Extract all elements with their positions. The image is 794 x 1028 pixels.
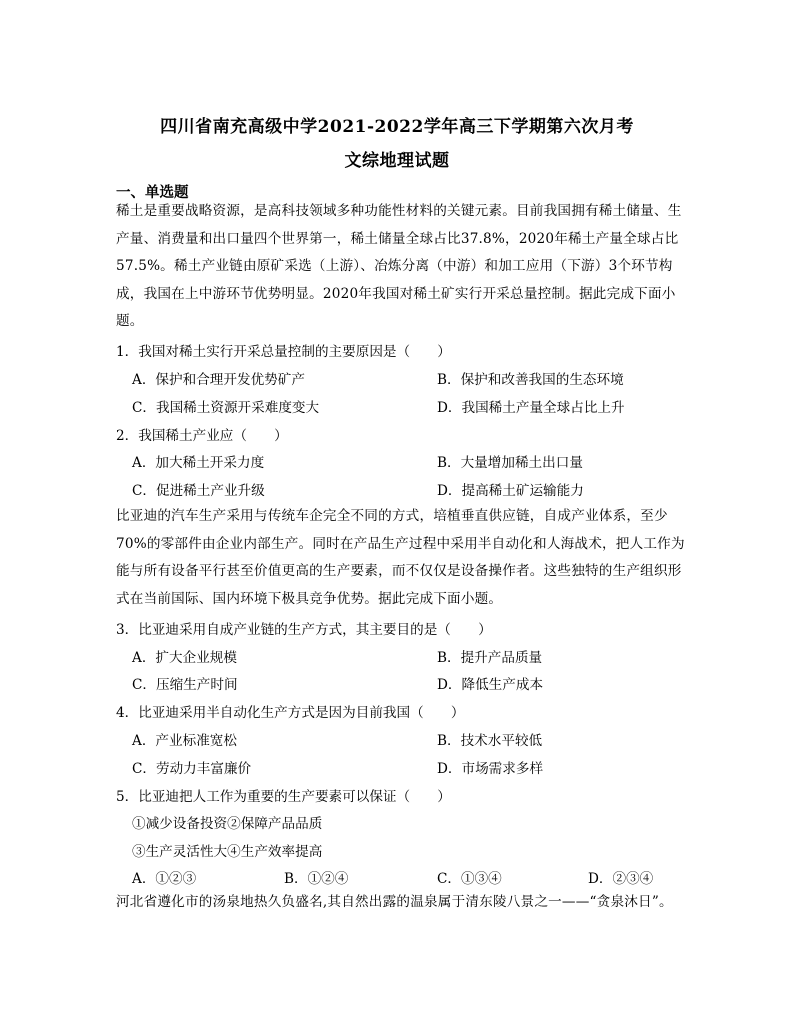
- passage-hot-spring: 河北省遵化市的汤泉地热久负盛名,其自然出露的温泉属于清东陵八景之一——“贪泉沐日”。: [116, 894, 673, 910]
- question-4: 4．比亚迪采用半自动化生产方式是因为目前我国（ ）: [116, 705, 465, 721]
- q5-option-d: D．②③④: [588, 871, 654, 887]
- q4-option-a: A．产业标准宽松: [132, 733, 237, 749]
- q3-option-a: A．扩大企业规模: [132, 650, 237, 666]
- q5-option-b: B．①②④: [284, 871, 349, 887]
- exam-subtitle: 文综地理试题: [344, 151, 450, 171]
- question-1: 1．我国对稀土实行开采总量控制的主要原因是（ ）: [116, 344, 451, 360]
- q4-option-d: D．市场需求多样: [437, 761, 544, 777]
- q1-option-b: B．保护和改善我国的生态环境: [437, 372, 624, 388]
- section-heading: 一、单选题: [116, 184, 189, 201]
- exam-title: 四川省南充高级中学2021-2022学年高三下学期第六次月考: [160, 117, 634, 137]
- q4-option-c: C．劳动力丰富廉价: [132, 761, 252, 777]
- q2-option-c: C．促进稀土产业升级: [132, 483, 265, 499]
- question-2: 2．我国稀土产业应（ ）: [116, 428, 288, 444]
- q4-option-b: B．技术水平较低: [437, 733, 543, 749]
- q3-option-d: D．降低生产成本: [437, 677, 544, 693]
- passage-byd: 比亚迪的汽车生产采用与传统车企完全不同的方式，培植垂直供应链，自成产业体系，至少70%的零部件由企业内部生产。同时在产品生产过程中采用半自动化和人海战术，把人工作为能与所有设备平行甚至价值更高的生产要素，而不仅仅是设备操作者。这些独特的生产组织形式在当前国际、国内环境下极具竞争优势。据此完成下面小题。: [116, 508, 685, 607]
- q2-option-d: D．提高稀土矿运输能力: [437, 483, 584, 499]
- q3-option-c: C．压缩生产时间: [132, 677, 238, 693]
- q5-option-a: A．①②③: [132, 871, 197, 887]
- question-5: 5．比亚迪把人工作为重要的生产要素可以保证（ ）: [116, 789, 451, 805]
- q1-option-a: A．保护和合理开发优势矿产: [132, 372, 305, 388]
- q5-items-1-2: ①减少设备投资②保障产品品质: [132, 816, 323, 832]
- passage-rare-earth: 稀土是重要战略资源，是高科技领域多种功能性材料的关键元素。目前我国拥有稀土储量、生产量、消费量和出口量四个世界第一，稀土储量全球占比37.8%，2020年稀土产量全球占比57.5%。稀土产业链由原矿采选（上游）、冶炼分离（中游）和加工应用（下游）3个环节构成，我国在上中游环节优势明显。2020年我国对稀土矿实行开采总量控制。据此完成下面小题。: [116, 203, 682, 329]
- q5-option-c: C．①③④: [437, 871, 502, 887]
- q5-items-3-4: ③生产灵活性大④生产效率提高: [132, 844, 323, 860]
- q2-option-a: A．加大稀土开采力度: [132, 455, 265, 471]
- q2-option-b: B．大量增加稀土出口量: [437, 455, 583, 471]
- q1-option-c: C．我国稀土资源开采难度变大: [132, 400, 320, 416]
- question-3: 3．比亚迪采用自成产业链的生产方式，其主要目的是（ ）: [116, 622, 492, 638]
- q1-option-d: D．我国稀土产量全球占比上升: [437, 400, 625, 416]
- q3-option-b: B．提升产品质量: [437, 650, 543, 666]
